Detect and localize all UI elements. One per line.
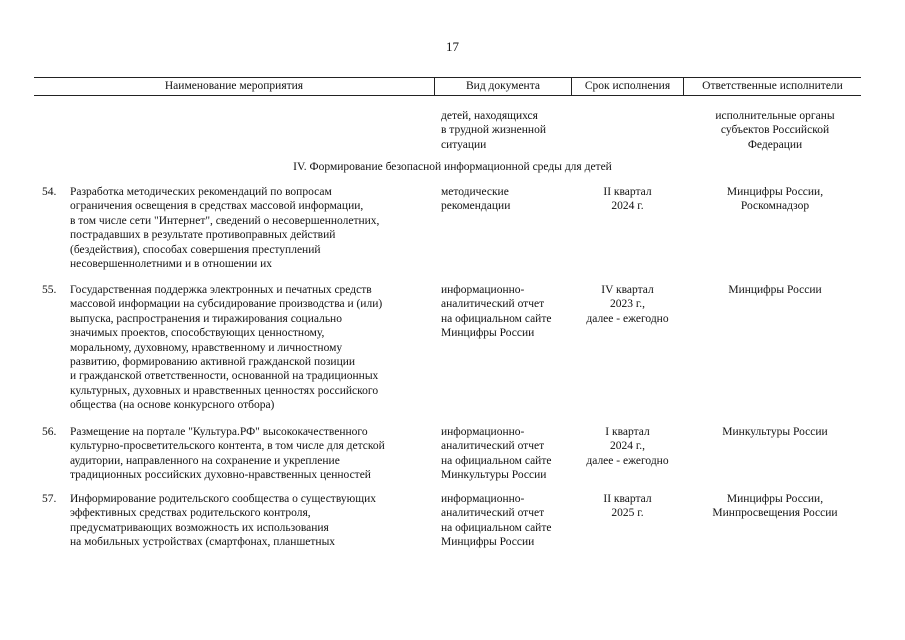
text-line: на официальном сайте [441,454,552,467]
row-number: 54. [42,186,57,198]
row-number: 56. [42,426,57,438]
text-line: (бездействия), способах совершения преступлений [70,243,321,256]
text-line: развитию, формированию активной гражданской позиции [70,356,356,369]
text-line: Разработка методических рекомендаций по вопросам [70,186,332,198]
text-line: далее - ежегодно [586,454,669,467]
row-deadline [570,185,685,214]
text-line: культурно-просветительского контента, в том числе для детской [70,440,385,453]
text-line: Размещение на портале "Культура.РФ" высококачественного [70,426,368,438]
continuation-doc-type [441,109,546,152]
row-doc-type [441,283,551,341]
text-line: общества (на основе конкурсного отбора) [70,399,275,412]
text-line: выпуска, распространения и тиражирования социально [70,312,342,325]
text-line: ситуации [441,138,487,151]
row-deadline [570,283,685,326]
text-line: моральному, духовному, нравственному и личностному [70,341,343,354]
text-line: информационно- [441,284,525,296]
row-name [70,185,379,271]
text-line: исполнительные органы [715,110,835,122]
row-responsible [690,185,860,214]
row-doc-type [441,492,551,550]
text-line: эффективных средствах родительского контроля, [70,507,311,520]
row-doc-type [441,185,510,214]
header-doc-type: Вид документа [466,80,540,92]
page-number: 17 [446,39,459,54]
text-line: на официальном сайте [441,521,552,534]
text-line: I квартал [605,426,650,438]
text-line: II квартал [603,493,652,505]
row-responsible [690,283,860,297]
text-line: Минпросвещения России [712,507,838,520]
row-responsible [690,492,860,521]
header-name: Наименование мероприятия [164,80,304,92]
text-line: II квартал [603,186,652,198]
text-line: Минкультуры России [722,426,828,438]
text-line: массовой информации на субсидирование производства и (или) [70,298,383,311]
text-line: 2023 г., [609,298,646,311]
text-line: Федерации [747,138,803,151]
text-line: на мобильных устройствах (смартфонах, планшетных [70,536,336,549]
text-line: аудитории, направленного на сохранение и укрепление [70,454,340,467]
row-deadline [570,492,685,521]
text-line: на официальном сайте [441,312,552,325]
text-line: и гражданской ответственности, основанной на традиционных [70,370,379,383]
text-line: 2025 г. [611,507,644,520]
row-number: 55. [42,284,57,296]
text-line: ограничения освещения в средствах массовой информации, [70,200,364,213]
text-line: Государственная поддержка электронных и печатных средств [70,284,372,296]
row-deadline [570,425,685,468]
row-doc-type [441,425,551,483]
text-line: в том числе сети "Интернет", сведений о несовершеннолетних, [70,214,380,227]
text-line: Минцифры России, [726,493,824,505]
text-line: Минцифры России [441,536,535,549]
text-line: Минкультуры России [441,469,547,482]
text-line: аналитический отчет [441,298,545,311]
table-header [34,77,861,96]
text-line: Минцифры России [728,284,822,296]
header-deadline: Срок исполнения [584,80,671,92]
text-line: традиционных российских духовно-нравственных ценностей [70,469,371,482]
text-line: Информирование родительского сообщества о существующих [70,493,376,505]
text-line: значимых проектов, способствующих ценностному, [70,327,325,340]
text-line: аналитический отчет [441,507,545,520]
text-line: информационно- [441,493,525,505]
row-responsible [690,425,860,439]
text-line: методические [441,186,509,198]
text-line: Минцифры России, [726,186,824,198]
text-line: в трудной жизненной [441,124,546,137]
continuation-responsible [690,109,860,152]
text-line: субъектов Российской [720,124,830,137]
text-line: рекомендации [441,200,511,213]
text-line: Минцифры России [441,327,535,340]
section-title: IV. Формирование безопасной информационной среды для детей [293,161,612,173]
text-line: далее - ежегодно [586,312,669,325]
row-name [70,283,382,413]
text-line: предусматривающих возможность их использования [70,521,329,534]
text-line: детей, находящихся [441,110,538,122]
text-line: Роскомнадзор [740,200,810,213]
text-line: 2024 г. [611,200,644,213]
text-line: культурных, духовных и нравственных ценностях российского [70,384,379,397]
row-name [70,492,376,550]
text-line: аналитический отчет [441,440,545,453]
text-line: 2024 г., [609,440,646,453]
row-name [70,425,385,483]
text-line: информационно- [441,426,525,438]
text-line: IV квартал [601,284,654,296]
text-line: несовершеннолетними и в отношении их [70,258,273,271]
text-line: пострадавших в результате противоправных действий [70,229,336,242]
row-number: 57. [42,493,57,505]
header-responsible: Ответственные исполнители [702,80,843,92]
